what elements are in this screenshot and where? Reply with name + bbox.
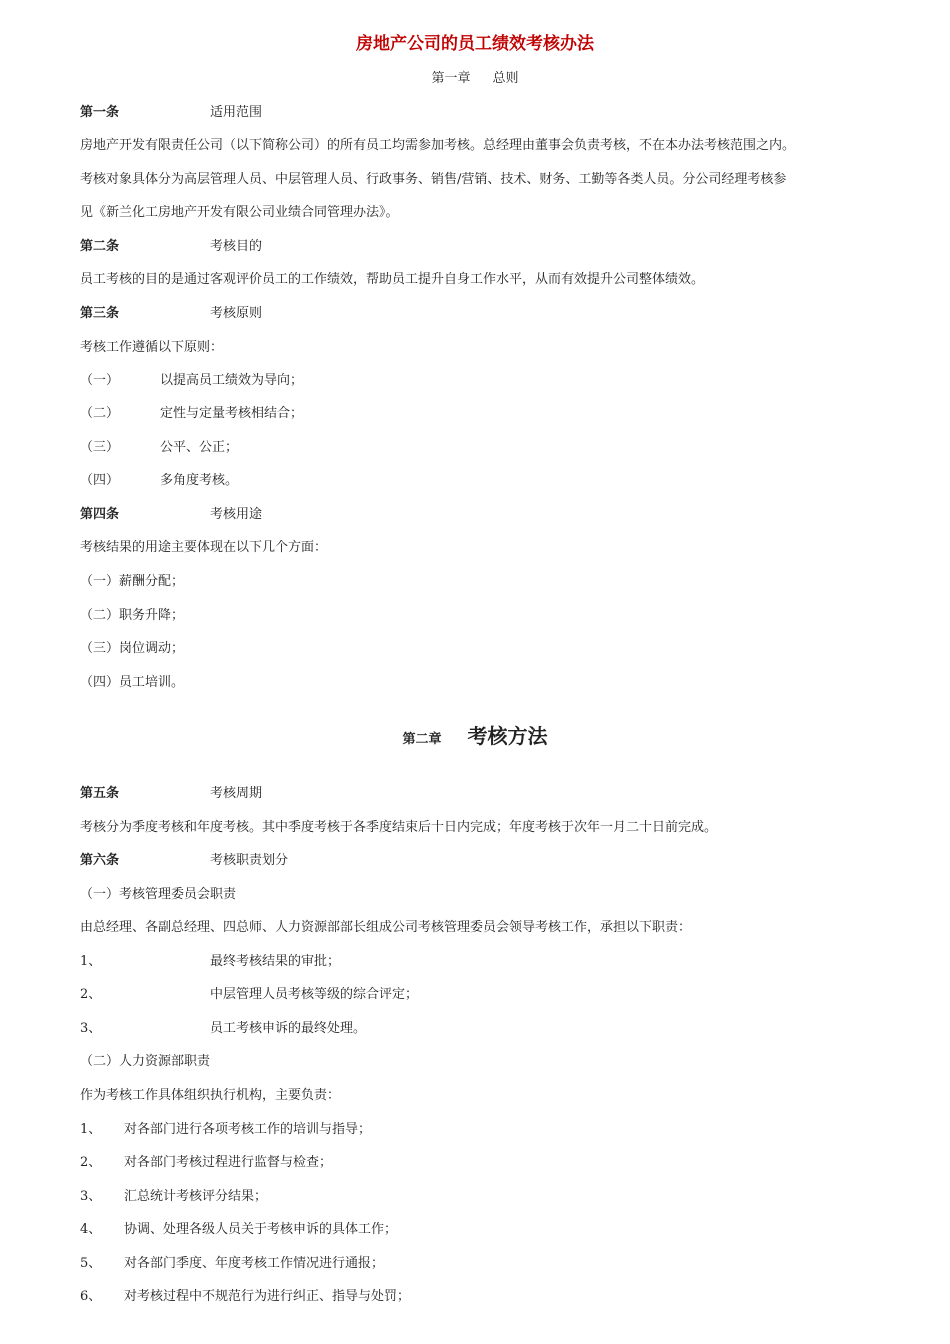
list-item [80,1019,367,1039]
list-item [80,1254,385,1274]
chapter-2-heading [0,722,950,754]
list-item-text: 对各部门考核过程进行监督与检查； [124,1155,333,1170]
list-item-text: 公平、公正； [160,440,239,455]
list-item-label: （三） [80,440,120,455]
article-1-heading [80,103,263,123]
list-item-text: 中层管理人员考核等级的综合评定； [210,987,419,1002]
list-item-label: 3、 [80,1021,102,1036]
paragraph: 见《新兰化工房地产开发有限公司业绩合同管理办法》。 [80,205,399,220]
article-title: 考核原则 [210,306,263,321]
paragraph: 房地产开发有限责任公司（以下简称公司）的所有员工均需参加考核。总经理由董事会负责考核，不在本办法考核范围之内。 [80,138,796,153]
list-item-text: 对各部门进行各项考核工作的培训与指导； [124,1122,372,1137]
list-item-label: 2、 [80,1155,102,1170]
paragraph: 考核对象具体分为高层管理人员、中层管理人员、行政事务、销售/营销、技术、财务、工勤等各类人员。分公司经理考核参 [80,172,787,187]
list-item-label: 1、 [80,1122,102,1137]
chapter-number: 第二章 [402,732,442,747]
list-item-label: （一） [80,373,120,388]
list-item-label: 4、 [80,1222,102,1237]
list-item: （二）职务升降； [80,608,185,623]
article-title: 考核职责划分 [210,853,289,868]
article-title: 考核用途 [210,507,263,522]
list-item [80,985,419,1005]
chapter-name: 考核方法 [467,724,548,748]
list-item: （四）员工培训。 [80,675,185,690]
article-title: 考核目的 [210,239,263,254]
document-title: 房地产公司的员工绩效考核办法 [356,34,594,54]
article-label: 第一条 [80,105,120,120]
list-item-text: 员工考核申诉的最终处理。 [210,1021,367,1036]
list-item-text: 对各部门季度、年度考核工作情况进行通报； [124,1256,385,1271]
list-item-text: 对考核过程中不规范行为进行纠正、指导与处罚； [124,1289,411,1304]
article-label: 第四条 [80,507,120,522]
list-item [80,1187,268,1207]
list-item [80,952,341,972]
article-label: 第三条 [80,306,120,321]
list-item [80,471,239,491]
paragraph: 由总经理、各副总经理、四总师、人力资源部部长组成公司考核管理委员会领导考核工作，承担以下职责： [80,920,692,935]
article-4-heading [80,505,263,525]
list-item-label: 3、 [80,1189,102,1204]
paragraph: 考核结果的用途主要体现在以下几个方面： [80,540,328,555]
article-label: 第二条 [80,239,120,254]
list-item-label: 2、 [80,987,102,1002]
paragraph: 考核分为季度考核和年度考核。其中季度考核于各季度结束后十日内完成；年度考核于次年一月二十日前完成。 [80,820,718,835]
list-item [80,371,304,391]
list-item: （三）岗位调动； [80,641,185,656]
article-label: 第五条 [80,786,120,801]
list-item-label: （二） [80,406,120,421]
list-item [80,1153,333,1173]
article-label: 第六条 [80,853,120,868]
paragraph: 员工考核的目的是通过客观评价员工的工作绩效，帮助员工提升自身工作水平，从而有效提升公司整体绩效。 [80,272,705,287]
list-item-label: 1、 [80,954,102,969]
list-item-text: 以提高员工绩效为导向； [160,373,304,388]
list-item-text: 最终考核结果的审批； [210,954,341,969]
article-title: 考核周期 [210,786,263,801]
list-item-text: 定性与定量考核相结合； [160,406,304,421]
list-item [80,404,304,424]
list-item [80,1287,411,1307]
list-item-label: 6、 [80,1289,102,1304]
chapter-number: 第一章 [431,71,471,86]
article-3-heading [80,304,263,324]
list-item [80,1220,398,1240]
section-heading: （二）人力资源部职责 [80,1054,211,1069]
section-heading: （一）考核管理委员会职责 [80,887,237,902]
paragraph: 考核工作遵循以下原则： [80,340,224,355]
chapter-name: 总则 [492,71,519,86]
article-5-heading [80,784,263,804]
list-item: （一）薪酬分配； [80,574,185,589]
list-item [80,438,239,458]
paragraph: 作为考核工作具体组织执行机构，主要负责： [80,1088,341,1103]
chapter-1-heading [0,69,950,89]
article-title: 适用范围 [210,105,263,120]
list-item-label: 5、 [80,1256,102,1271]
list-item-label: （四） [80,473,120,488]
list-item [80,1120,372,1140]
list-item-text: 协调、处理各级人员关于考核申诉的具体工作； [124,1222,398,1237]
article-6-heading [80,851,289,871]
list-item-text: 多角度考核。 [160,473,239,488]
list-item-text: 汇总统计考核评分结果； [124,1189,268,1204]
article-2-heading [80,237,263,257]
